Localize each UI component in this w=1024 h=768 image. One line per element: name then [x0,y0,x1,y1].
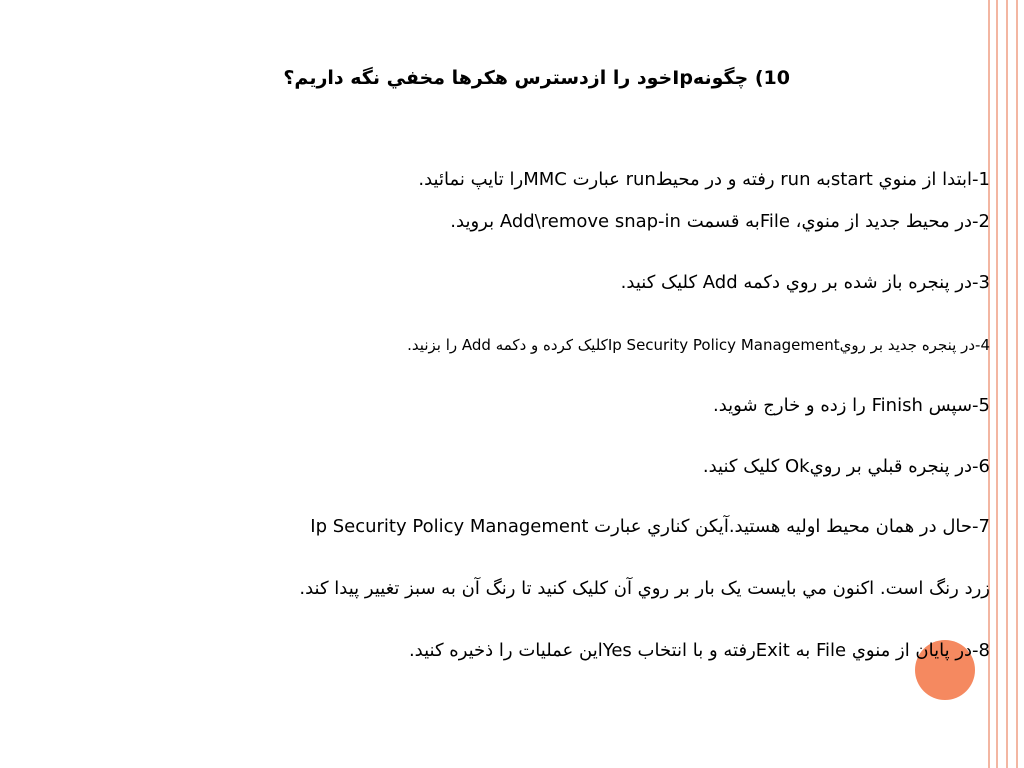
step-line: 6-در پنجره قبلي بر رويOk کليک کنيد. [702,456,990,477]
step-line: 2-در محيط جديد از منوي، Fileبه قسمت Add\remove snap-in برويد. [450,211,990,232]
step-line: 5-سپس Finish را زده و خارج شويد. [712,395,990,416]
step-line: زرد رنگ است. اکنون مي بايست يک بار بر روي آن کليک کنيد تا رنگ آن به سبز تغيير پيدا کند. [299,578,990,599]
decorative-vertical-line [996,0,998,768]
decorative-vertical-line [1006,0,1008,768]
step-line: 7-حال در همان محيط اوليه هستيد.آيکن کناري عبارت Ip Security Policy Management [310,516,990,537]
slide-title: 10) چگونهIpخود را ازدسترس هکرها مخفي نگه داريم؟ [283,67,790,89]
step-line: 4-در پنجره جديد بر رويIp Security Policy Managementکليک کرده و دکمه Add را بزنيد. [407,336,990,354]
step-line: 3-در پنجره باز شده بر روي دکمه Add کليک کنيد. [620,272,990,293]
step-line: 1-ابتدا از منوي startبه run رفته و در محيطrun عبارت MMCرا تايپ نمائيد. [418,169,990,190]
decorative-vertical-line [1016,0,1018,768]
step-line: 8-در پايان از منوي File به Exitرفته و با انتخاب Yesاين عمليات را ذخيره کنيد. [408,640,990,661]
